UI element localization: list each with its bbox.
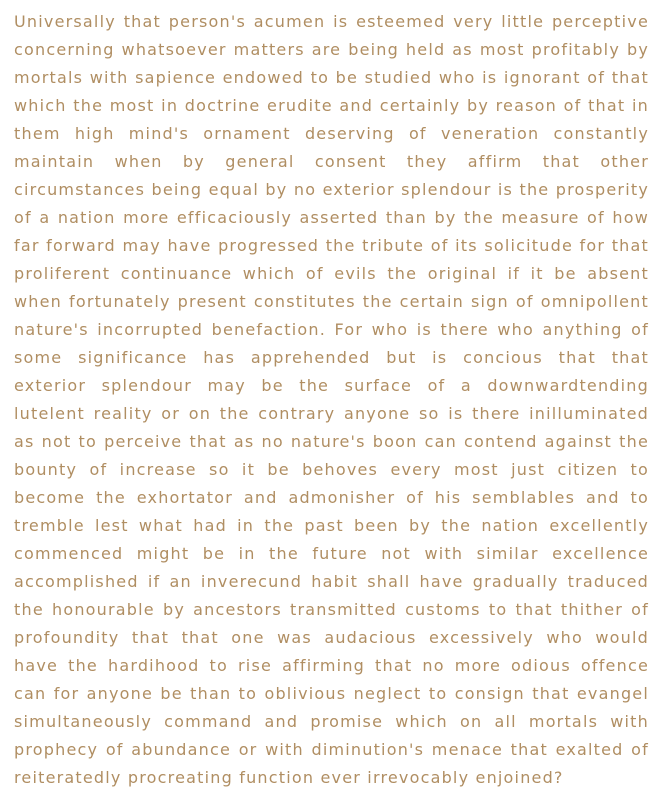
body-paragraph: Universally that person's acumen is esteemed very little perceptive concerning whatsoever matters are being held as most profitably by mortals with sapience endowed to be studied who is ignorant of that which the most in doctrine erudite and certainly by reason of that in them high mind's ornament deserving of veneration constantly maintain when by general consent they affirm that other circumstances being equal by no exterior splendour is the prosperity of a nation more efficaciously asserted than by the measure of how far forward may have progressed the tribute of its solicitude for that proliferent continuance which of evils the original if it be absent when fortunately present constitutes the certain sign of omnipollent nature's incorrupted benefaction. For who is there who anything of some significance has apprehended but is concious that that exterior splendour may be the surface of a downwardtending lutelent reality or on the contrary anyone so is there inilluminated as not to perceive that as no nature's boon can contend against the bounty of increase so it be behoves every most just citizen to become the exhortator and admonisher of his semblables and to tremble lest what had in the past been by the nation excellently commenced might be in the future not with similar excellence accomplished if an inverecund habit shall have gradually traduced the honourable by ancestors transmitted customs to that thither of profoundity that that one was audacious excessively who would have the hardihood to rise affirming that no more odious offence can for anyone be than to oblivious neglect to consign that evangel simultaneously command and promise which on all mortals with prophecy of abundance or with diminution's menace that exalted of reiteratedly procreating function ever irrevocably enjoined? — [14, 12, 649, 787]
